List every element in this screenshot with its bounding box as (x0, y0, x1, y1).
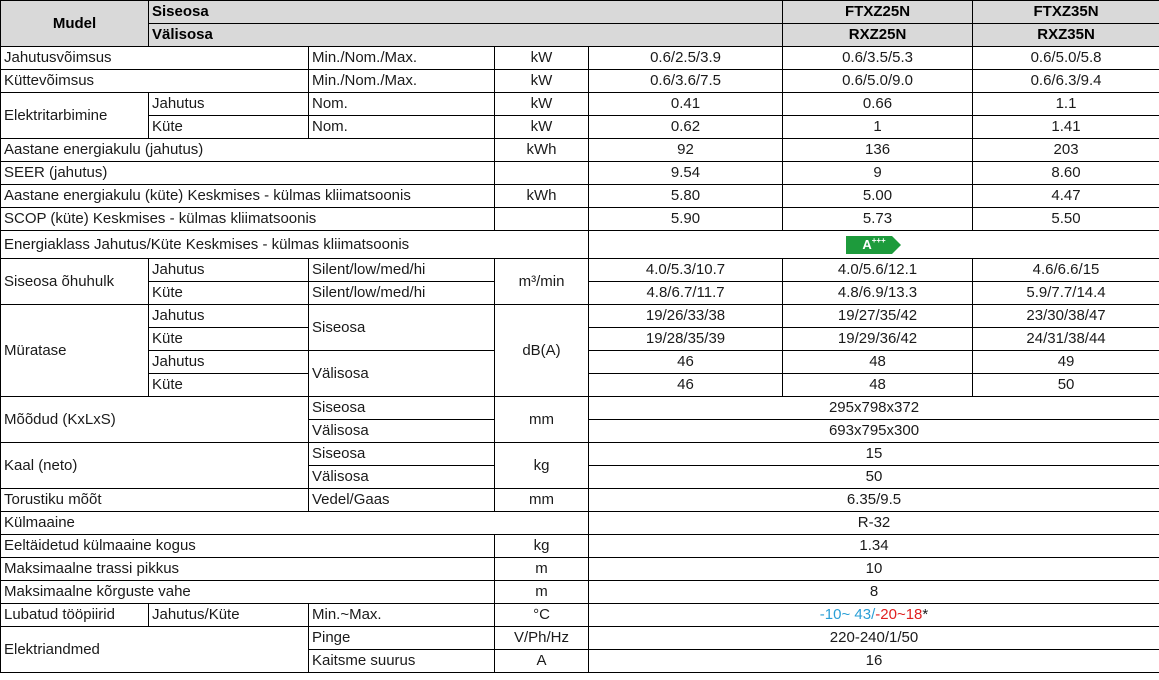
row-label: Elektriandmed (1, 627, 309, 673)
value-cell: 0.6/3.5/5.3 (783, 47, 973, 70)
value-cell: 92 (589, 139, 783, 162)
value-cell: 295x798x372 (589, 397, 1159, 420)
row-condition: Siseosa (309, 305, 495, 351)
value-cell: 0.6/5.0/5.8 (973, 47, 1159, 70)
value-cell: 6.35/9.5 (589, 489, 1159, 512)
annual-heating-row (1, 185, 1159, 208)
header-indoor-row (1, 1, 1159, 24)
value-cell: 1.41 (973, 116, 1159, 139)
heating-range: -20~18 (875, 606, 923, 623)
row-mode: Jahutus (149, 351, 309, 374)
value-cell: 19/28/35/39 (589, 328, 783, 351)
row-condition: Silent/low/med/hi (309, 259, 495, 282)
value-cell: 220-240/1/50 (589, 627, 1159, 650)
row-label: Eeltäidetud külmaaine kogus (1, 535, 495, 558)
row-condition: Silent/low/med/hi (309, 282, 495, 305)
row-unit: mm (495, 397, 589, 443)
row-label: Mõõdud (KxLxS) (1, 397, 309, 443)
noise-indoor-cooling-row (1, 305, 1159, 328)
cooling-range: -10~ 43/ (819, 606, 876, 623)
value-cell: 0.6/3.6/7.5 (589, 70, 783, 93)
row-condition: Välisosa (309, 351, 495, 397)
row-label: Elektritarbimine (1, 93, 149, 139)
row-label: Küttevõimsus (1, 70, 309, 93)
value-cell: 0.66 (783, 93, 973, 116)
row-unit: kg (495, 535, 589, 558)
value-cell: 8.60 (973, 162, 1159, 185)
annual-cooling-row (1, 139, 1159, 162)
value-cell: 4.6/6.6/15 (973, 259, 1159, 282)
row-condition: Välisosa (309, 420, 495, 443)
value-cell: 1 (783, 116, 973, 139)
power-input-cooling-row (1, 93, 1159, 116)
row-unit: °C (495, 604, 589, 627)
row-unit: dB(A) (495, 305, 589, 397)
refrigerant-row (1, 512, 1159, 535)
value-cell: 46 (589, 351, 783, 374)
value-cell: 24/31/38/44 (973, 328, 1159, 351)
seer-row (1, 162, 1159, 185)
row-label: Maksimaalne kõrguste vahe (1, 581, 495, 604)
value-cell: 0.6/5.0/9.0 (783, 70, 973, 93)
heating-capacity-row (1, 70, 1159, 93)
value-cell: 19/27/35/42 (783, 305, 973, 328)
row-unit: V/Ph/Hz (495, 627, 589, 650)
row-label: Jahutusvõimsus (1, 47, 309, 70)
charge-row (1, 535, 1159, 558)
row-unit: m (495, 581, 589, 604)
value-cell: 5.80 (589, 185, 783, 208)
row-unit: m³/min (495, 259, 589, 305)
weight-indoor-row (1, 443, 1159, 466)
outdoor-model-1: RXZ25N (783, 24, 973, 47)
power-input-heating-row (1, 116, 1159, 139)
row-unit: kWh (495, 139, 589, 162)
value-cell: 693x795x300 (589, 420, 1159, 443)
row-condition: Välisosa (309, 466, 495, 489)
row-mode: Jahutus/Küte (149, 604, 309, 627)
row-unit: A (495, 650, 589, 673)
value-cell: 4.8/6.7/11.7 (589, 282, 783, 305)
value-cell: 19/26/33/38 (589, 305, 783, 328)
row-label: SCOP (küte) Keskmises - külmas kliimatsoonis (1, 208, 495, 231)
value-cell: 0.6/6.3/9.4 (973, 70, 1159, 93)
value-cell: 23/30/38/47 (973, 305, 1159, 328)
row-unit (495, 162, 589, 185)
value-cell: 10 (589, 558, 1159, 581)
value-cell: 203 (973, 139, 1159, 162)
operating-range-cell (589, 604, 1159, 627)
row-unit: kW (495, 93, 589, 116)
scop-row (1, 208, 1159, 231)
value-cell: 5.9/7.7/14.4 (973, 282, 1159, 305)
row-mode: Küte (149, 328, 309, 351)
row-mode: Küte (149, 374, 309, 397)
value-cell: 4.0/5.6/12.1 (783, 259, 973, 282)
row-condition: Vedel/Gaas (309, 489, 495, 512)
row-mode: Jahutus (149, 259, 309, 282)
row-mode: Küte (149, 116, 309, 139)
row-label: SEER (jahutus) (1, 162, 495, 185)
airflow-cooling-row (1, 259, 1159, 282)
indoor-model-2: FTXZ35N (973, 1, 1159, 24)
outdoor-model-2: RXZ35N (973, 24, 1159, 47)
row-label: Siseosa õhuhulk (1, 259, 149, 305)
model-header: Mudel (1, 1, 149, 47)
row-label: Kaal (neto) (1, 443, 309, 489)
value-cell: 1.34 (589, 535, 1159, 558)
row-unit: kg (495, 443, 589, 489)
value-cell: 50 (589, 466, 1159, 489)
row-mode: Küte (149, 282, 309, 305)
value-cell: 15 (589, 443, 1159, 466)
value-cell: 19/29/36/42 (783, 328, 973, 351)
row-label: Külmaaine (1, 512, 589, 535)
value-cell: 48 (783, 351, 973, 374)
row-condition: Siseosa (309, 397, 495, 420)
row-condition: Nom. (309, 93, 495, 116)
row-unit: m (495, 558, 589, 581)
value-cell: 5.90 (589, 208, 783, 231)
row-mode: Jahutus (149, 93, 309, 116)
value-cell: R-32 (589, 512, 1159, 535)
row-condition: Nom. (309, 116, 495, 139)
value-cell: 8 (589, 581, 1159, 604)
energy-class-row (1, 231, 1159, 259)
value-cell: 4.0/5.3/10.7 (589, 259, 783, 282)
row-unit: kW (495, 116, 589, 139)
row-label: Maksimaalne trassi pikkus (1, 558, 495, 581)
value-cell: 136 (783, 139, 973, 162)
max-height-row (1, 581, 1159, 604)
value-cell: 16 (589, 650, 1159, 673)
value-cell: 9.54 (589, 162, 783, 185)
row-label: Lubatud tööpiirid (1, 604, 149, 627)
row-mode: Jahutus (149, 305, 309, 328)
operating-range-row (1, 604, 1159, 627)
row-label: Aastane energiakulu (küte) Keskmises - külmas kliimatsoonis (1, 185, 495, 208)
row-label: Aastane energiakulu (jahutus) (1, 139, 495, 162)
value-cell: 48 (783, 374, 973, 397)
footnote-mark: * (922, 606, 929, 623)
row-label: Torustiku mõõt (1, 489, 309, 512)
value-cell: 5.73 (783, 208, 973, 231)
value-cell: 0.62 (589, 116, 783, 139)
row-condition: Pinge (309, 627, 495, 650)
value-cell: 46 (589, 374, 783, 397)
row-condition: Min.~Max. (309, 604, 495, 627)
value-cell: 4.47 (973, 185, 1159, 208)
energy-class-cell (589, 231, 1159, 259)
row-label: Müratase (1, 305, 149, 397)
value-cell: 0.6/2.5/3.9 (589, 47, 783, 70)
row-condition: Kaitsme suurus (309, 650, 495, 673)
row-label: Energiaklass Jahutus/Küte Keskmises - külmas kliimatsoonis (1, 231, 589, 259)
row-condition: Min./Nom./Max. (309, 47, 495, 70)
electrical-voltage-row (1, 627, 1159, 650)
value-cell: 1.1 (973, 93, 1159, 116)
outdoor-unit-header: Välisosa (149, 24, 783, 47)
value-cell: 5.00 (783, 185, 973, 208)
value-cell: 50 (973, 374, 1159, 397)
indoor-model-1: FTXZ25N (783, 1, 973, 24)
value-cell: 9 (783, 162, 973, 185)
value-cell: 49 (973, 351, 1159, 374)
value-cell: 5.50 (973, 208, 1159, 231)
cooling-capacity-row (1, 47, 1159, 70)
row-condition: Siseosa (309, 443, 495, 466)
max-pipe-row (1, 558, 1159, 581)
energy-class-badge: A+++ (846, 236, 891, 254)
row-unit (495, 208, 589, 231)
row-condition: Min./Nom./Max. (309, 70, 495, 93)
row-unit: kW (495, 47, 589, 70)
indoor-unit-header: Siseosa (149, 1, 783, 24)
row-unit: kWh (495, 185, 589, 208)
value-cell: 4.8/6.9/13.3 (783, 282, 973, 305)
row-unit: kW (495, 70, 589, 93)
header-outdoor-row (1, 24, 1159, 47)
dimensions-indoor-row (1, 397, 1159, 420)
value-cell: 0.41 (589, 93, 783, 116)
piping-row (1, 489, 1159, 512)
row-unit: mm (495, 489, 589, 512)
